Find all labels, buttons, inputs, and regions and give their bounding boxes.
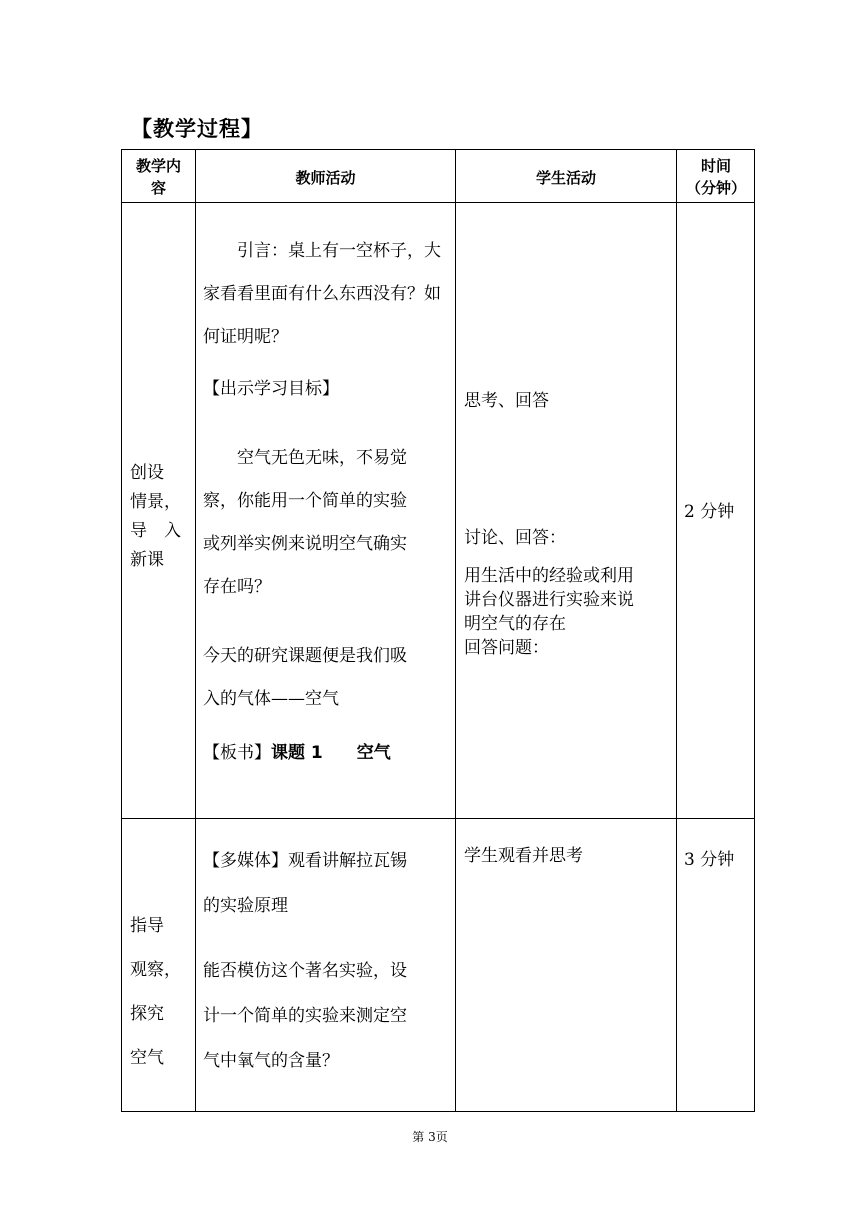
header-time-line: 时间 — [700, 157, 731, 175]
section-title: 【教学过程】 — [131, 117, 263, 141]
text-line: 用生活中的经验或利用 — [464, 566, 634, 586]
text-line: 存在吗？ — [203, 577, 271, 597]
row-divider — [122, 202, 754, 203]
content-line: 空气 — [130, 1048, 164, 1068]
header-content-line: 教学内 — [135, 157, 181, 175]
header-teacher: 教师活动 — [295, 169, 356, 187]
text-line: 今天的研究课题便是我们吸 — [203, 646, 407, 666]
header-student: 学生活动 — [535, 169, 596, 187]
content-line: 指导 — [130, 916, 164, 936]
content-line: 导 入 — [130, 521, 181, 541]
board-title: 课题 1 空气 — [271, 743, 391, 763]
content-line: 情景， — [130, 492, 181, 512]
text-line: 何证明呢？ — [203, 327, 288, 347]
text-line: 入的气体——空气 — [203, 689, 339, 709]
row1-student-think: 思考、回答 — [464, 391, 549, 411]
header-content-line: 容 — [150, 179, 166, 197]
column-divider — [676, 150, 677, 1111]
header-time-line: （分钟） — [685, 179, 746, 197]
text-line: 回答问题： — [464, 638, 549, 658]
text-line: 计一个简单的实验来测定空 — [203, 1006, 407, 1026]
teaching-process-table — [121, 149, 755, 1112]
header-time — [677, 155, 755, 199]
row-divider — [122, 818, 754, 819]
column-divider — [455, 150, 456, 1111]
row2-teacher-media — [203, 839, 455, 929]
text-line: 【多媒体】观看讲解拉瓦锡 — [203, 851, 407, 871]
content-line: 观察， — [130, 960, 181, 980]
text-line: 引言：桌上有一空杯子，大 — [203, 241, 441, 261]
row2-teacher-question — [203, 949, 455, 1084]
text-line: 家看看里面有什么东西没有？如 — [203, 284, 441, 304]
row1-teacher-objectives: 【出示学习目标】 — [203, 379, 339, 399]
content-line: 新课 — [130, 550, 164, 570]
row1-teacher-topic — [203, 635, 455, 721]
row1-student-detail — [464, 564, 674, 660]
text-line: 察，你能用一个简单的实验 — [203, 491, 407, 511]
text-line: 明空气的存在 — [464, 614, 566, 634]
text-line: 的实验原理 — [203, 896, 288, 916]
row2-time: 3 分钟 — [684, 850, 735, 870]
text-line: 空气无色无味，不易觉 — [203, 448, 407, 468]
text-line: 讲台仪器进行实验来说 — [464, 590, 634, 610]
page-number: 第 3页 — [412, 1130, 448, 1144]
text-line: 气中氧气的含量？ — [203, 1051, 339, 1071]
column-divider — [195, 150, 196, 1111]
row1-content — [130, 459, 192, 575]
content-line: 创设 — [130, 463, 164, 483]
row2-content — [130, 904, 192, 1080]
header-content — [122, 155, 195, 199]
text-line: 或列举实例来说明空气确实 — [203, 534, 407, 554]
row1-teacher-question — [203, 437, 455, 609]
row1-time: 2 分钟 — [684, 502, 735, 522]
row1-teacher-intro — [203, 230, 455, 359]
row2-student: 学生观看并思考 — [464, 846, 583, 866]
text-line: 能否模仿这个著名实验，设 — [203, 961, 407, 981]
board-prefix: 【板书】 — [203, 743, 271, 763]
content-line: 探究 — [130, 1004, 164, 1024]
row1-student-discuss: 讨论、回答： — [464, 528, 566, 548]
row1-teacher-board — [203, 742, 455, 764]
